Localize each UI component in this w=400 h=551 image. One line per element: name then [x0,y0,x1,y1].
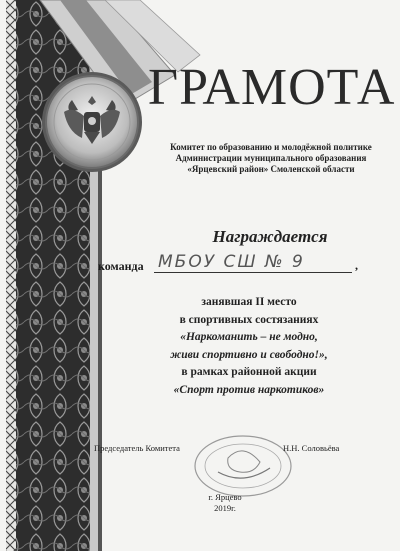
team-suffix: , [355,258,358,272]
year-label: 2019г. [214,503,236,513]
certificate-title: ГРАМОТА [148,59,396,116]
organization-line: «Ярцевский район» Смоленской области [187,164,355,174]
double-headed-eagle-emblem-icon [42,72,142,172]
description-line: «Наркоманить – не модно, [180,331,318,343]
signature-name: Н.Н. Соловьёва [283,443,340,453]
description-line: занявшая II место [201,296,297,308]
team-underline [154,272,352,273]
description-line: «Спорт против наркотиков» [173,383,325,396]
award-description [118,294,380,399]
description-line: живи спортивно и свободно!», [170,348,328,361]
round-stamp-icon [188,428,298,498]
organization-line: Комитет по образованию и молодёжной политике [170,142,372,152]
place-and-date [180,492,270,514]
organization-line: Администрации муниципального образования [175,153,367,163]
team-value-handwritten: МБОУ СШ № 9 [158,252,305,272]
city-label: г. Ярцево [208,492,242,502]
team-line [98,252,368,275]
signature-position: Председатель Комитета [94,443,180,453]
awarded-heading: Награждается [212,227,328,246]
description-line: в рамках районной акции [181,366,317,378]
team-label: команда [98,259,144,273]
organization-block [160,142,382,175]
description-line: в спортивных состязаниях [179,313,319,326]
